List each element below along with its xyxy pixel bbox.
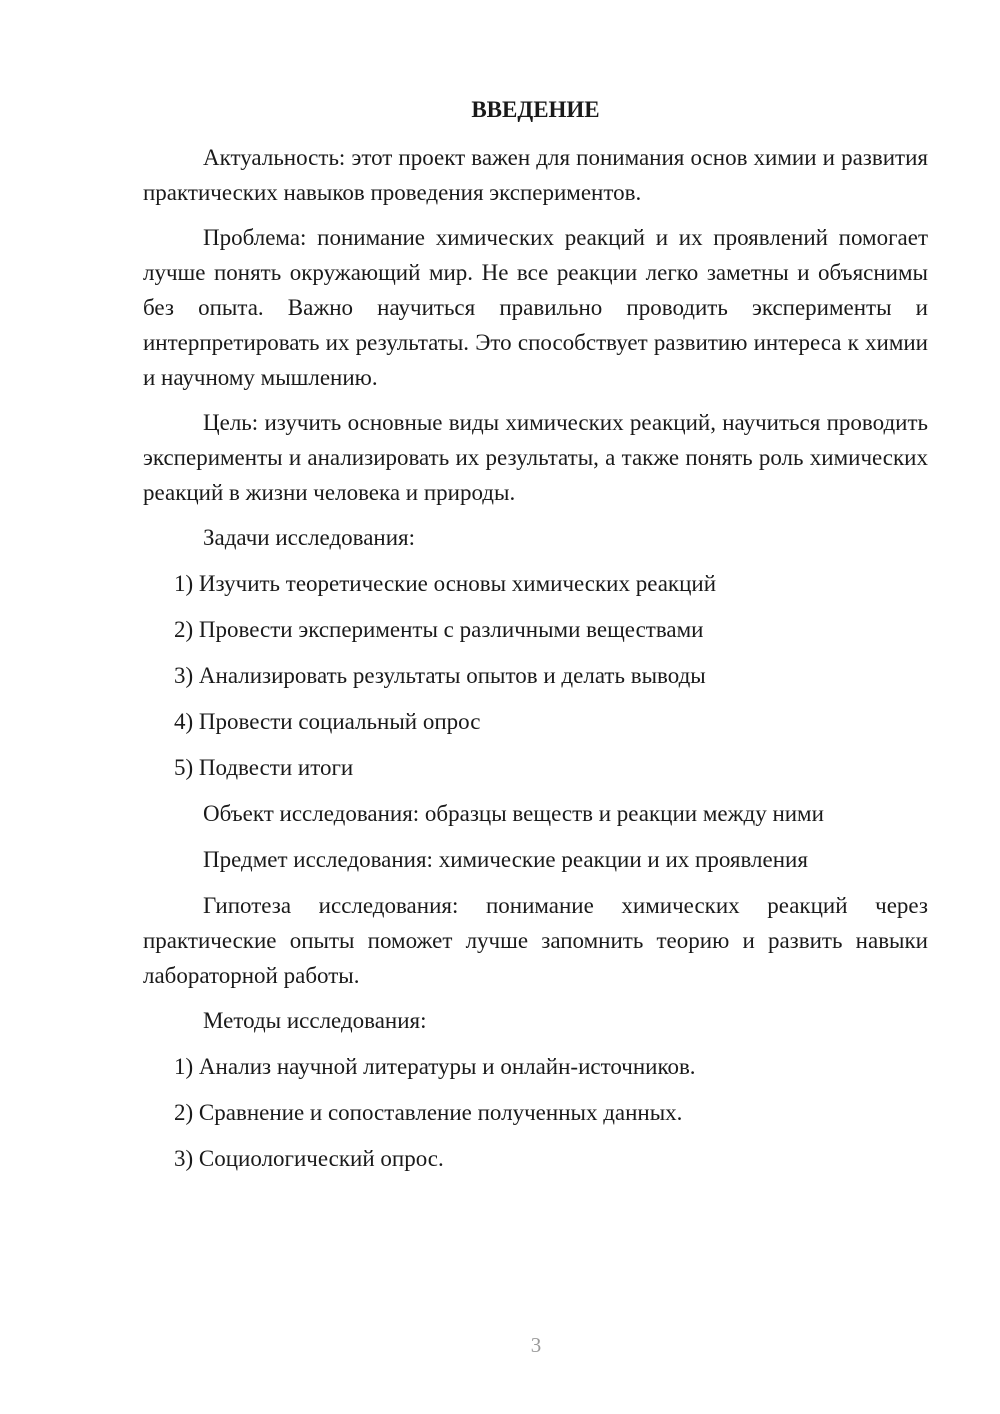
list-item: 5) Подвести итоги xyxy=(174,755,354,780)
problem-paragraph: Проблема: понимание химических реакций и их проявлений помогает лучше понять окружающий мир. Не все реакции легко заметны и объяснимы без опыта. Важно научиться правильно проводить эксперименты и интерпретировать их результаты. Это способствует развитию интереса к химии и научному мышлению. xyxy=(143,225,928,390)
methods-heading: Методы исследования: xyxy=(203,1008,427,1033)
list-item: 2) Провести эксперименты с различными веществами xyxy=(174,617,704,642)
page-number: 3 xyxy=(530,1333,542,1357)
list-item: 1) Анализ научной литературы и онлайн-источников. xyxy=(174,1054,696,1079)
list-item: 1) Изучить теоретические основы химических реакций xyxy=(174,571,717,596)
subject-line: Предмет исследования: химические реакции и их проявления xyxy=(203,847,808,872)
list-item: 4) Провести социальный опрос xyxy=(174,709,481,734)
section-title: ВВЕДЕНИЕ xyxy=(471,97,600,122)
goal-paragraph: Цель: изучить основные виды химических реакций, научиться проводить эксперименты и анализировать их результаты, а также понять роль химических реакций в жизни человека и природы. xyxy=(143,410,928,505)
list-item: 3) Социологический опрос. xyxy=(174,1146,444,1171)
list-item: 3) Анализировать результаты опытов и делать выводы xyxy=(174,663,706,688)
methods-list xyxy=(143,1049,928,1177)
tasks-list xyxy=(143,566,928,786)
hypothesis-paragraph: Гипотеза исследования: понимание химических реакций через практические опыты поможет лучше запомнить теорию и развить навыки лабораторной работы. xyxy=(143,893,928,988)
document-page xyxy=(143,95,928,1187)
list-item: 2) Сравнение и сопоставление полученных данных. xyxy=(174,1100,683,1125)
object-line: Объект исследования: образцы веществ и реакции между ними xyxy=(203,801,824,826)
tasks-heading: Задачи исследования: xyxy=(203,525,416,550)
relevance-paragraph: Актуальность: этот проект важен для понимания основ химии и развития практических навыков проведения экспериментов. xyxy=(143,145,928,205)
